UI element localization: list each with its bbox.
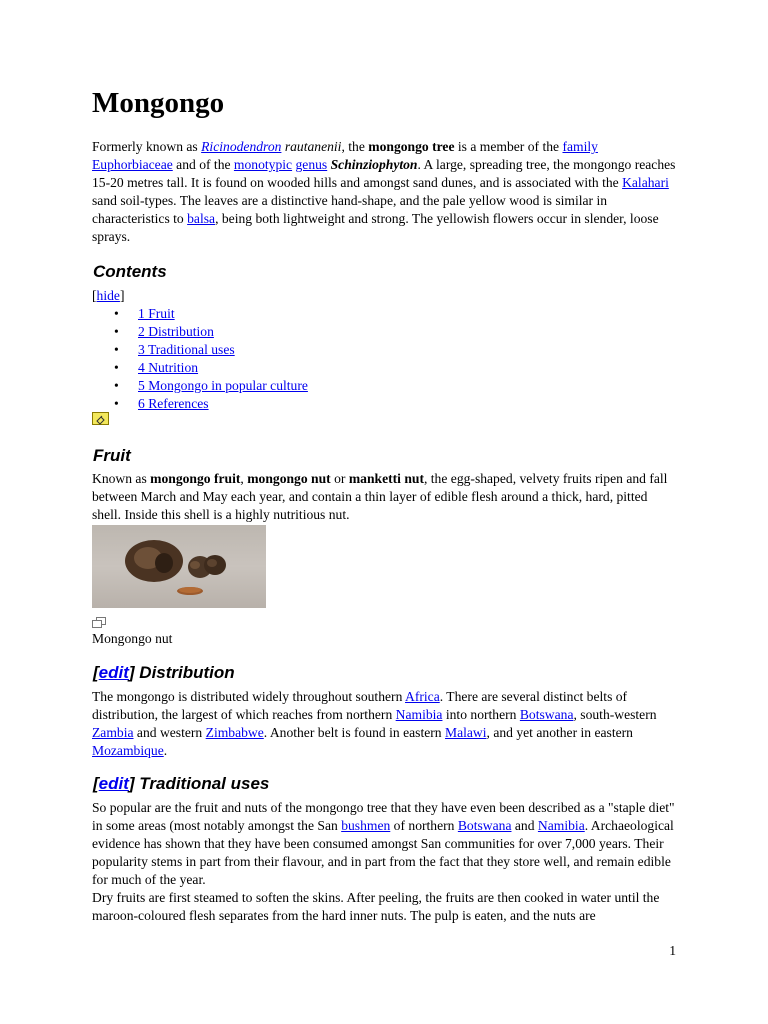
text: Formerly known as: [92, 139, 202, 154]
link-family[interactable]: family: [562, 139, 598, 154]
toc-collapse-icon[interactable]: [92, 412, 109, 425]
toc-link-fruit[interactable]: 1 Fruit: [138, 306, 175, 321]
link-balsa[interactable]: balsa: [187, 211, 216, 226]
toc-list: [92, 305, 308, 413]
bullet: •: [114, 396, 119, 411]
intro-paragraph: [92, 138, 678, 246]
link-zimbabwe[interactable]: Zimbabwe: [205, 725, 264, 740]
distribution-heading: [edit] Distribution: [93, 663, 235, 682]
text: , the: [341, 139, 369, 154]
bold-term: mongongo tree: [368, 139, 455, 154]
link-botswana[interactable]: Botswana: [457, 818, 512, 833]
photo-caption: Mongongo nut: [92, 631, 173, 646]
link-zambia[interactable]: Zambia: [92, 725, 134, 740]
toc-link-nutrition[interactable]: 4 Nutrition: [138, 360, 199, 375]
link-botswana[interactable]: Botswana: [519, 707, 574, 722]
toc-item-fruit: [92, 305, 308, 323]
toc-link-references[interactable]: 6 References: [138, 396, 209, 411]
toc-item-popular-culture: [92, 377, 308, 395]
enlarge-icon[interactable]: [92, 615, 106, 626]
link-africa[interactable]: Africa: [405, 689, 440, 704]
fruit-paragraph: Known as mongongo fruit, mongongo nut or manketti nut, the egg-shaped, velvety fruits ripen and fall between March and May each year, and contain a thin layer of edible flesh around a thick, hard, pitted shell. Inside this shell is a highly nutritious nut.: [92, 471, 668, 522]
link-namibia[interactable]: Namibia: [537, 818, 585, 833]
link-monotypic[interactable]: monotypic: [233, 157, 293, 172]
text: and of the: [172, 157, 234, 172]
text: is a member of the: [454, 139, 563, 154]
bullet: •: [114, 306, 119, 321]
bullet: •: [114, 360, 119, 375]
text: , being both lightweight and strong. The yellowish flowers occur in slender, loose sprays.: [92, 211, 659, 244]
heading-text: Distribution: [139, 663, 235, 682]
text: , the egg-shaped, velvety fruits ripen and fall between March and May each year, and contain a thin layer of edible flesh around a thick, hard, pitted shell. Inside this shell is a highly nutritious nut.: [92, 471, 668, 522]
link-namibia[interactable]: Namibia: [395, 707, 443, 722]
page-title: Mongongo: [92, 87, 225, 119]
text: . A large, spreading tree, the mongongo reaches 15-20 metres tall. It is found on wooded hills and amongst sand dunes, and is associated with the: [92, 157, 676, 190]
bold-term: manketti nut: [348, 471, 424, 486]
bullet: •: [114, 378, 119, 393]
link-kalahari[interactable]: Kalahari: [622, 175, 669, 190]
toc-link-distribution[interactable]: 2 Distribution: [138, 324, 214, 339]
text: sand soil-types. The leaves are a distinctive hand-shape, and the pale yellow wood is similar in characteristics to: [92, 193, 608, 226]
toc-item-distribution: [92, 323, 308, 341]
link-euphorbiaceae[interactable]: Euphorbiaceae: [92, 157, 173, 172]
toc-item-references: [92, 395, 308, 413]
text: rautanenii: [281, 139, 342, 154]
edit-link-traditional-uses[interactable]: edit: [98, 774, 129, 793]
toc-link-popular-culture[interactable]: 5 Mongongo in popular culture: [138, 378, 308, 393]
edit-link-distribution[interactable]: edit: [98, 663, 129, 682]
fruit-heading: Fruit: [93, 446, 131, 465]
table-of-contents: [92, 287, 308, 413]
link-ricinodendron[interactable]: Ricinodendron: [201, 139, 282, 154]
toc-hide-link[interactable]: hide: [96, 288, 120, 303]
distribution-paragraph: The mongongo is distributed widely throughout southern Africa. There are several distinct belts of distribution, the largest of which reaches from northern Namibia into northern Botswana, south-western Zambia and western Zimbabwe. Another belt is found in eastern Malawi, and yet another in eastern Mozambique.: [92, 689, 657, 758]
link-malawi[interactable]: Malawi: [445, 725, 487, 740]
heading-text: Traditional uses: [139, 774, 270, 793]
page-number: 1: [669, 943, 676, 958]
bold-term: mongongo fruit: [150, 471, 241, 486]
bullet: •: [114, 324, 119, 339]
mongongo-nut-photo: [92, 525, 266, 608]
bullet: •: [114, 342, 119, 357]
toc-item-traditional-uses: [92, 341, 308, 359]
link-bushmen[interactable]: bushmen: [341, 818, 391, 833]
traditional-uses-heading: [edit] Traditional uses: [93, 774, 270, 793]
traditional-uses-paragraph-2: Dry fruits are first steamed to soften the skins. After peeling, the fruits are then cooked in water until the maroon-coloured flesh separates from the hard inner nuts. The pulp is eaten, and the nuts are: [92, 890, 660, 923]
toc-link-traditional-uses[interactable]: 3 Traditional uses: [138, 342, 235, 357]
toc-toggle: [hide]: [92, 288, 125, 303]
toc-item-nutrition: [92, 359, 308, 377]
contents-heading: Contents: [93, 262, 167, 281]
link-mozambique[interactable]: Mozambique: [92, 743, 164, 758]
bold-term: mongongo nut: [247, 471, 331, 486]
link-genus[interactable]: genus: [295, 157, 328, 172]
bold-term: Schinziophyton: [330, 157, 418, 172]
traditional-uses-paragraph: So popular are the fruit and nuts of the mongongo tree that they have even been described as a "staple diet" in some areas (most notably amongst the San bushmen of northern Botswana and Namibia. Archaeological evidence has shown that they have been consumed amongst San communities for over 7,000 years. Their popularity stems in part from their flavour, and in part from the fact that they store well, and remain edible for much of the year.: [92, 800, 675, 887]
